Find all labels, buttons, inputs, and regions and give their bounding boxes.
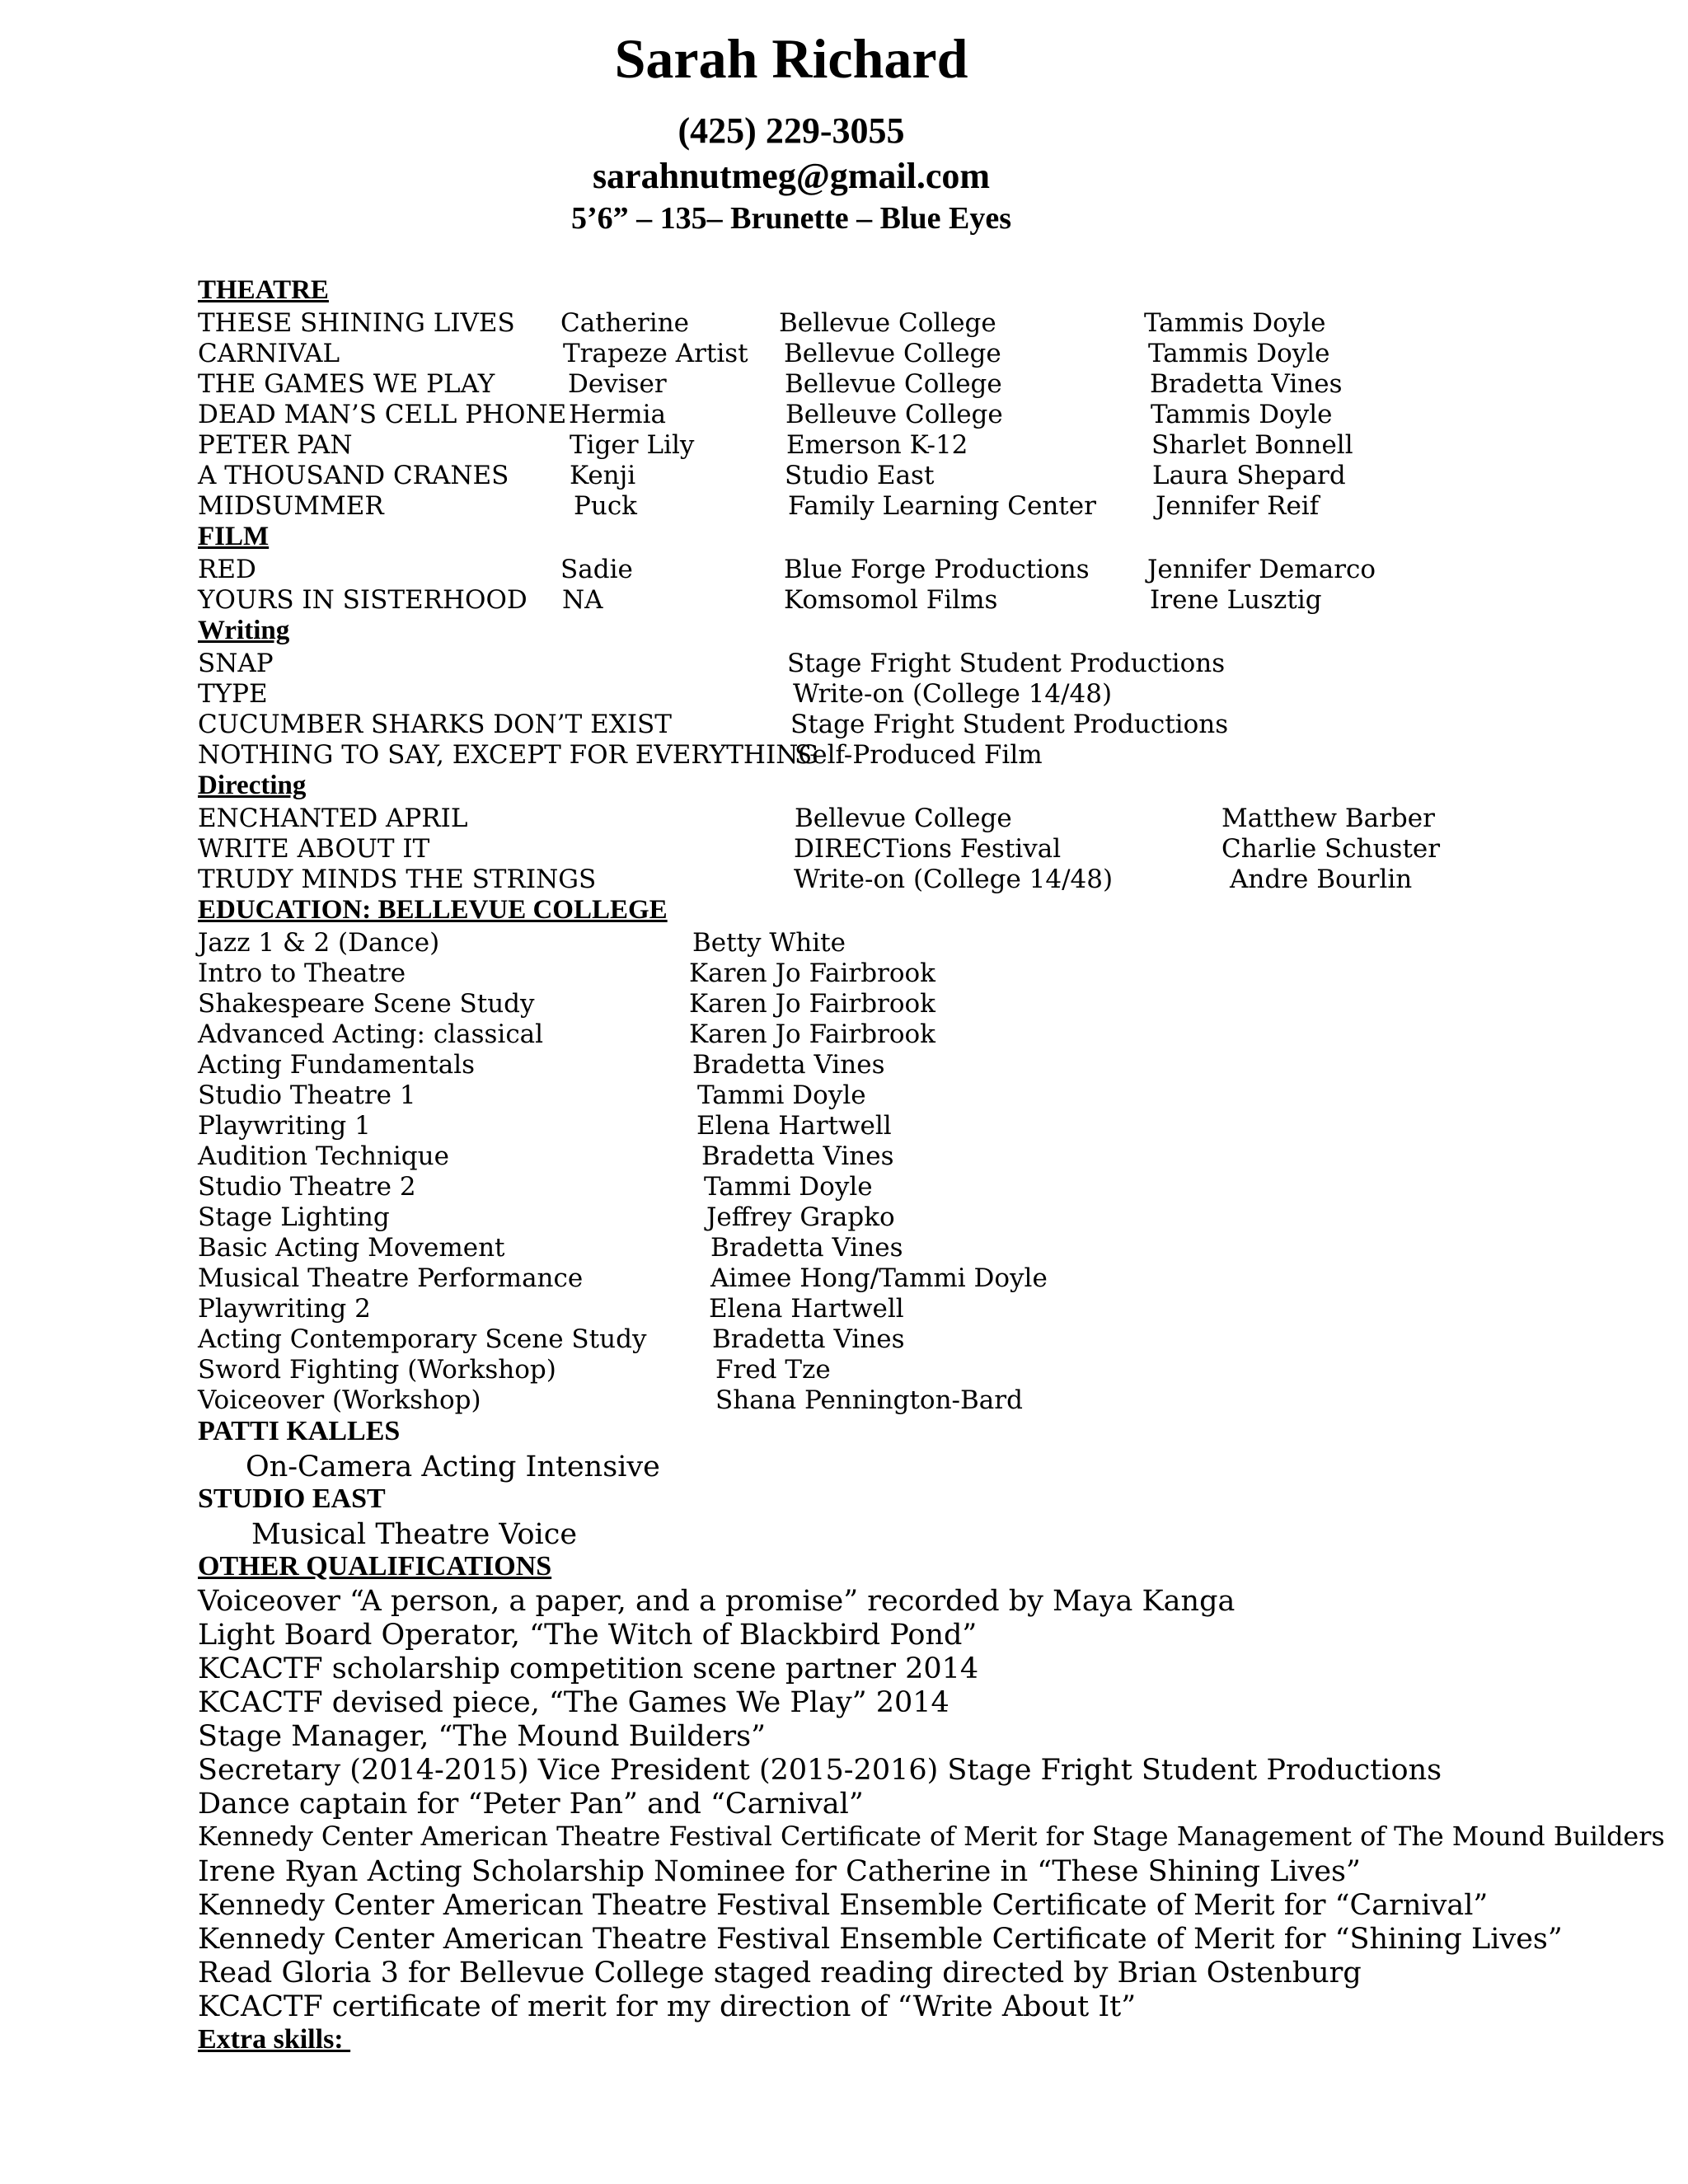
theatre-row <box>0 461 1688 490</box>
work-title: SNAP <box>198 649 274 678</box>
course-row <box>0 1050 1688 1080</box>
course-row <box>0 1172 1688 1202</box>
other-qualifications-heading: OTHER QUALIFICATIONS <box>198 1551 552 1582</box>
playwright: Andre Bourlin <box>1230 865 1413 894</box>
course-row <box>0 1355 1688 1385</box>
course-row <box>0 1080 1688 1110</box>
course-name: Playwriting 1 <box>198 1111 371 1141</box>
instructor: Tammi Doyle <box>704 1172 873 1202</box>
production-title: ENCHANTED APRIL <box>198 804 468 833</box>
production-company: Blue Forge Productions <box>784 555 1090 584</box>
production-title: MIDSUMMER <box>198 491 384 521</box>
theatre-row <box>0 491 1688 521</box>
instructor: Karen Jo Fairbrook <box>689 958 935 988</box>
course-name: Jazz 1 & 2 (Dance) <box>198 928 440 958</box>
production-title: TRUDY MINDS THE STRINGS <box>198 865 597 894</box>
course-row <box>0 1111 1688 1141</box>
producer: Self-Produced Film <box>795 740 1043 770</box>
writing-row <box>0 679 1688 709</box>
film-title: RED <box>198 555 256 584</box>
course-name: Playwriting 2 <box>198 1294 371 1324</box>
course-row <box>0 1141 1688 1171</box>
qualification-item: KCACTF certificate of merit for my direction of “Write About It” <box>198 1990 1137 2023</box>
role: Hermia <box>569 400 666 429</box>
venue: Bellevue College <box>795 804 1012 833</box>
directing-row <box>0 865 1688 894</box>
theatre-row <box>0 308 1688 338</box>
course-name: Intro to Theatre <box>198 958 406 988</box>
production-title: THESE SHINING LIVES <box>198 308 515 338</box>
film-title: YOURS IN SISTERHOOD <box>198 585 528 615</box>
instructor: Bradetta Vines <box>710 1233 903 1263</box>
instructor: Bradetta Vines <box>701 1141 894 1171</box>
venue: Studio East <box>785 461 935 490</box>
patti-kalles-course: On-Camera Acting Intensive <box>246 1451 660 1483</box>
role: Puck <box>574 491 637 521</box>
course-name: Acting Contemporary Scene Study <box>198 1324 647 1354</box>
theatre-heading: THEATRE <box>198 275 329 305</box>
course-row <box>0 958 1688 988</box>
production-title: THE GAMES WE PLAY <box>198 369 495 399</box>
qualification-item: KCACTF scholarship competition scene partner 2014 <box>198 1652 979 1685</box>
applicant-name: Sarah Richard <box>614 27 968 90</box>
course-row <box>0 1202 1688 1232</box>
role: NA <box>562 585 603 615</box>
writing-row <box>0 740 1688 770</box>
course-name: Advanced Acting: classical <box>198 1019 544 1049</box>
role: Deviser <box>568 369 667 399</box>
director: Jennifer Reif <box>1156 491 1320 521</box>
qualification-item: Kennedy Center American Theatre Festival Certificate of Merit for Stage Management of The Mound Builders <box>198 1821 1665 1852</box>
director: Sharlet Bonnell <box>1151 430 1353 460</box>
instructor: Fred Tze <box>715 1355 831 1385</box>
playwright: Matthew Barber <box>1221 804 1435 833</box>
director: Tammis Doyle <box>1144 308 1326 338</box>
role: Kenji <box>570 461 636 490</box>
director: Bradetta Vines <box>1150 369 1343 399</box>
qualification-item: Light Board Operator, “The Witch of Blackbird Pond” <box>198 1619 978 1652</box>
qualification-item: Dance captain for “Peter Pan” and “Carnival” <box>198 1788 864 1821</box>
instructor: Elena Hartwell <box>709 1294 904 1324</box>
instructor: Shana Pennington-Bard <box>715 1385 1023 1415</box>
director: Irene Lusztig <box>1150 585 1322 615</box>
course-row <box>0 928 1688 958</box>
instructor: Jeffrey Grapko <box>706 1202 895 1232</box>
production-company: Komsomol Films <box>784 585 998 615</box>
work-title: CUCUMBER SHARKS DON’T EXIST <box>198 710 672 739</box>
qualification-item: Secretary (2014-2015) Vice President (2015-2016) Stage Fright Student Productions <box>198 1754 1442 1787</box>
course-name: Studio Theatre 2 <box>198 1172 416 1202</box>
course-row <box>0 1294 1688 1324</box>
director: Laura Shepard <box>1152 461 1346 490</box>
studio-east-heading: STUDIO EAST <box>198 1483 386 1514</box>
patti-kalles-heading: PATTI KALLES <box>198 1416 401 1446</box>
venue: Family Learning Center <box>788 491 1096 521</box>
course-name: Studio Theatre 1 <box>198 1080 416 1110</box>
instructor: Aimee Hong/Tammi Doyle <box>710 1263 1048 1293</box>
instructor: Elena Hartwell <box>696 1111 892 1141</box>
course-name: Stage Lighting <box>198 1202 390 1232</box>
venue: DIRECTions Festival <box>794 834 1062 864</box>
film-row <box>0 555 1688 584</box>
production-title: PETER PAN <box>198 430 353 460</box>
physical-stats: 5’6” – 135– Brunette – Blue Eyes <box>570 201 1012 236</box>
playwright: Charlie Schuster <box>1221 834 1441 864</box>
venue: Belleuve College <box>785 400 1003 429</box>
instructor: Karen Jo Fairbrook <box>689 989 935 1019</box>
director: Jennifer Demarco <box>1147 555 1376 584</box>
email-address: sarahnutmeg@gmail.com <box>592 156 991 196</box>
producer: Stage Fright Student Productions <box>790 710 1229 739</box>
course-row <box>0 1385 1688 1415</box>
course-row <box>0 989 1688 1019</box>
course-name: Acting Fundamentals <box>198 1050 476 1080</box>
venue: Bellevue College <box>785 369 1002 399</box>
qualification-item: Stage Manager, “The Mound Builders” <box>198 1720 767 1753</box>
instructor: Karen Jo Fairbrook <box>689 1019 935 1049</box>
venue: Bellevue College <box>784 339 1001 368</box>
course-row <box>0 1324 1688 1354</box>
production-title: CARNIVAL <box>198 339 340 368</box>
extra-skills-heading: Extra skills: <box>198 2024 351 2055</box>
writing-heading: Writing <box>198 616 290 645</box>
role: Catherine <box>560 308 690 338</box>
production-title: A THOUSAND CRANES <box>198 461 509 490</box>
role: Tiger Lily <box>570 430 695 460</box>
qualification-item: Irene Ryan Acting Scholarship Nominee for Catherine in “These Shining Lives” <box>198 1855 1361 1888</box>
course-name: Basic Acting Movement <box>198 1233 505 1263</box>
directing-row <box>0 804 1688 833</box>
venue: Write-on (College 14/48) <box>794 865 1114 894</box>
instructor: Bradetta Vines <box>692 1050 885 1080</box>
qualification-item: Kennedy Center American Theatre Festival Ensemble Certificate of Merit for “Shining Lives” <box>198 1923 1563 1956</box>
course-name: Shakespeare Scene Study <box>198 989 535 1019</box>
director: Tammis Doyle <box>1148 339 1330 368</box>
qualification-item: Kennedy Center American Theatre Festival Ensemble Certificate of Merit for “Carnival” <box>198 1889 1489 1922</box>
film-heading: FILM <box>198 522 270 551</box>
course-row <box>0 1233 1688 1263</box>
directing-heading: Directing <box>198 771 307 800</box>
phone-number: (425) 229-3055 <box>678 110 905 151</box>
producer: Write-on (College 14/48) <box>793 679 1113 709</box>
work-title: TYPE <box>198 679 268 709</box>
qualification-item: Voiceover “A person, a paper, and a promise” recorded by Maya Kanga <box>198 1585 1236 1618</box>
qualification-item: Read Gloria 3 for Bellevue College staged reading directed by Brian Ostenburg <box>198 1957 1362 1990</box>
studio-east-course: Musical Theatre Voice <box>251 1518 578 1551</box>
film-row <box>0 585 1688 615</box>
instructor: Tammi Doyle <box>697 1080 866 1110</box>
course-row <box>0 1019 1688 1049</box>
course-name: Musical Theatre Performance <box>198 1263 584 1293</box>
writing-row <box>0 649 1688 678</box>
venue: Emerson K-12 <box>786 430 968 460</box>
production-title: WRITE ABOUT IT <box>198 834 430 864</box>
directing-row <box>0 834 1688 864</box>
work-title: NOTHING TO SAY, EXCEPT FOR EVERYTHING <box>198 740 819 770</box>
qualification-item: KCACTF devised piece, “The Games We Play” 2014 <box>198 1686 950 1719</box>
instructor: Bradetta Vines <box>712 1324 905 1354</box>
theatre-row <box>0 339 1688 368</box>
course-name: Sword Fighting (Workshop) <box>198 1355 556 1385</box>
writing-row <box>0 710 1688 739</box>
course-name: Voiceover (Workshop) <box>198 1385 481 1415</box>
theatre-row <box>0 369 1688 399</box>
director: Tammis Doyle <box>1151 400 1333 429</box>
education-heading: EDUCATION: BELLEVUE COLLEGE <box>198 895 668 925</box>
theatre-row <box>0 400 1688 429</box>
production-title: DEAD MAN’S CELL PHONE <box>198 400 567 429</box>
producer: Stage Fright Student Productions <box>787 649 1226 678</box>
course-name: Audition Technique <box>198 1141 449 1171</box>
role: Trapeze Artist <box>563 339 748 368</box>
theatre-row <box>0 430 1688 460</box>
role: Sadie <box>560 555 633 584</box>
course-row <box>0 1263 1688 1293</box>
venue: Bellevue College <box>779 308 996 338</box>
instructor: Betty White <box>692 928 846 958</box>
